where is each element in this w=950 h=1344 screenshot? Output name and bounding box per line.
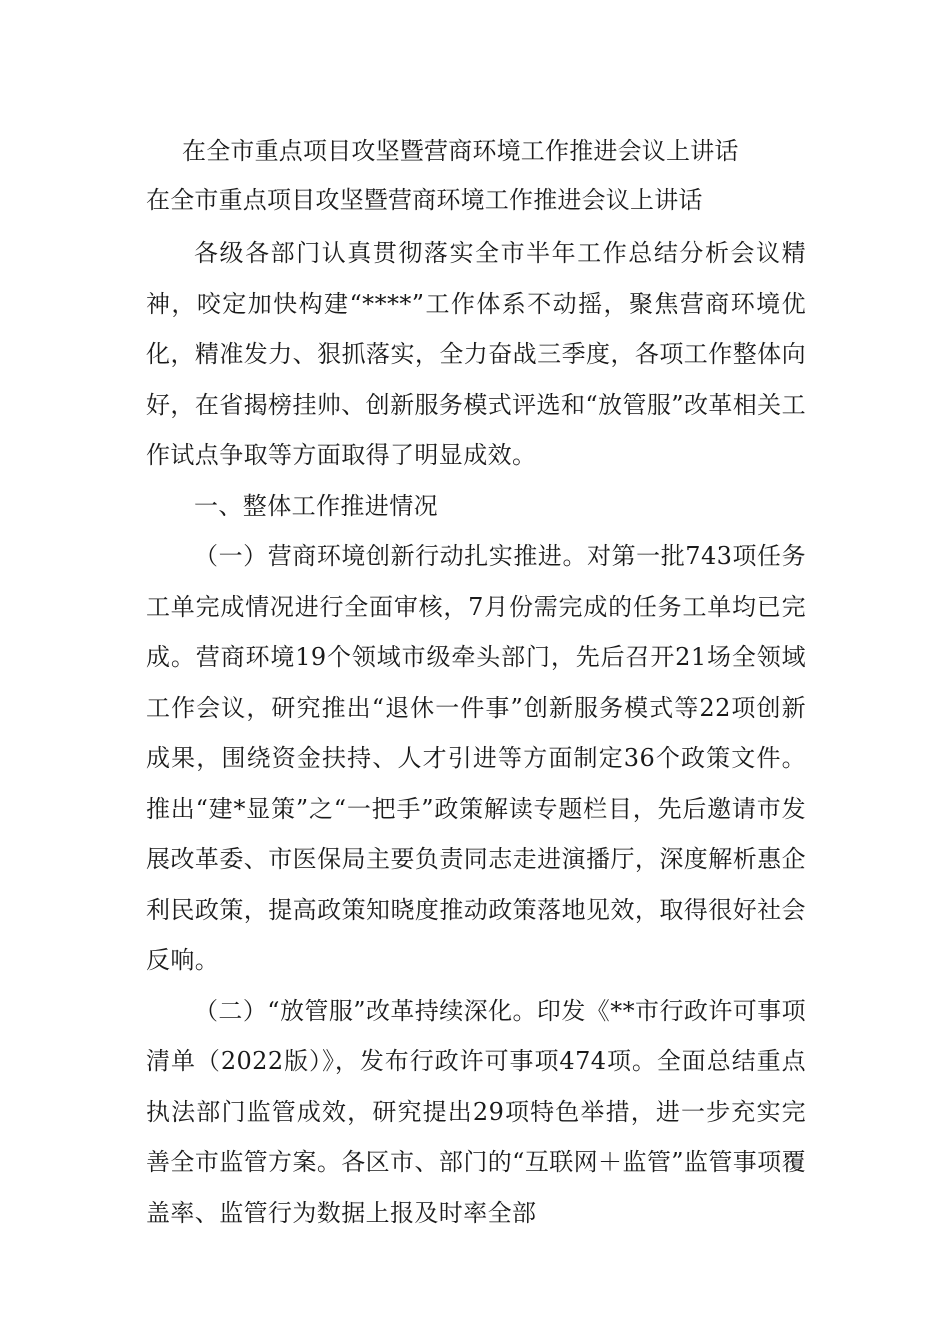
document-title-repeat: 在全市重点项目攻坚暨营商环境工作推进会议上讲话 — [146, 186, 703, 214]
section-heading: 一、整体工作推进情况 — [194, 491, 438, 520]
intro-paragraph: 各级各部门认真贯彻落实全市半年工作总结分析会议精神，咬定加快构建“****”工作体系不动摇，聚焦营商环境优化，精准发力、狠抓落实，全力奋战三季度，各项工作整体向好，在省揭榜挂帅、创新服务模式评选和“放管服”改革相关工作试点争取等方面取得了明显成效。 — [146, 239, 806, 469]
subsection-1-paragraph: （一）营商环境创新行动扎实推进。对第一批743项任务工单完成情况进行全面审核，7月份需完成的任务工单均已完成。营商环境19个领域市级牵头部门，先后召开21场全领域工作会议，研究推出“退休一件事”创新服务模式等22项创新成果，围绕资金扶持、人才引进等方面制定36个政策文件。推出“建*显策”之“一把手”政策解读专题栏目，先后邀请市发展改革委、市医保局主要负责同志走进演播厅，深度解析惠企利民政策，提高政策知晓度推动政策落地见效，取得很好社会反响。 — [146, 542, 806, 974]
document-title: 在全市重点项目攻坚暨营商环境工作推进会议上讲话 — [182, 137, 739, 165]
subsection-2-paragraph: （二）“放管服”改革持续深化。印发《**市行政许可事项清单（2022版）》，发布行政许可事项474项。全面总结重点执法部门监管成效，研究提出29项特色举措，进一步充实完善全市监管方案。各区市、部门的“互联网＋监管”监管事项覆盖率、监管行为数据上报及时率全部 — [146, 996, 806, 1227]
document-body — [146, 228, 806, 1238]
